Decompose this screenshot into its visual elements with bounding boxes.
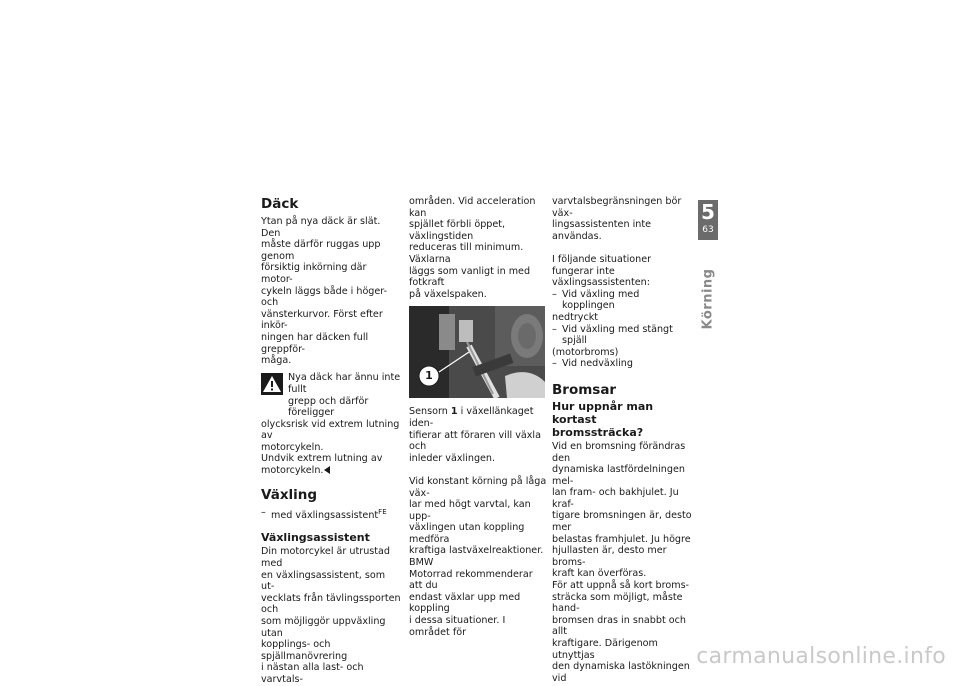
- text-line: varvtalsbegränsningen bör väx-: [552, 196, 682, 219]
- heading-bromsar: Bromsar: [552, 381, 617, 398]
- text-line: I följande situationer fungerar inte: [552, 253, 652, 277]
- assistent-paragraph: [261, 546, 401, 685]
- text-line: läggs som vanligt in med fotkraft: [409, 265, 531, 289]
- text-line: reduceras till minimum. Växlarna: [409, 242, 524, 265]
- photo-illustration: [409, 306, 545, 398]
- text-line: kraftigare. Därigenom utnyttjas: [552, 638, 658, 661]
- column-1: [261, 196, 401, 686]
- chapter-number: 5: [701, 200, 715, 224]
- text-line: Vid konstant körning på låga väx-: [409, 475, 547, 499]
- col2-paragraph-3: [409, 476, 549, 638]
- text-line: spjället förbli öppet, växlingstiden: [409, 219, 506, 242]
- text-line: lan fram- och bakhjulet. Ju kraf-: [552, 487, 679, 510]
- heading-assistent: Växlingsassistent: [261, 531, 370, 545]
- page-number: 63: [702, 225, 714, 235]
- col2-paragraph-1: [409, 196, 549, 300]
- text-line: med växlingsassistent: [271, 509, 379, 521]
- text-line: endast växlar upp med koppling: [409, 591, 521, 615]
- text-line: Ytan på nya däck är slät. Den: [261, 216, 381, 239]
- text-line: kraftiga lastväxelreaktioner. BMW: [409, 545, 544, 569]
- text-line: Din motorcykel är utrustad med: [261, 546, 391, 570]
- gear-sensor-photo: [409, 306, 545, 398]
- text-line: olycksrisk vid extrem lutning av: [261, 418, 400, 442]
- text-line: växlingsassistenten:: [552, 277, 650, 289]
- text-line: Vid en bromsning förändras den: [552, 440, 686, 464]
- text-line: ningen har däcken full greppför-: [261, 331, 369, 355]
- condition-list: [552, 289, 694, 370]
- text-line: tigare bromsningen är, desto mer: [552, 510, 692, 534]
- text-line: bromsen dras in snabbt och allt: [552, 614, 686, 638]
- text-line: områden. Vid acceleration kan: [409, 196, 536, 219]
- text-line: den dynamiska lastökningen vid: [552, 661, 690, 684]
- text-line: vecklats från tävlingssporten och: [261, 592, 401, 616]
- text-line: i dessa situationer. I området för: [409, 615, 506, 638]
- text-line: vänsterkurvor. Först efter inkör-: [261, 308, 383, 332]
- chapter-side-label: Körning: [700, 268, 716, 330]
- text-line: sträcka som möjligt, måste hand-: [552, 591, 683, 615]
- text-line: För att uppnå så kort broms-: [552, 580, 690, 592]
- col3-paragraph-2: [552, 254, 694, 289]
- text-line: cykeln läggs både i höger- och: [261, 285, 388, 309]
- text-line: måste därför ruggas upp genom: [261, 239, 381, 262]
- text-line: försiktig inkörning där motor-: [261, 262, 367, 285]
- sensor-ref: 1: [450, 406, 458, 418]
- list-item: – Vid nedväxling: [552, 358, 633, 370]
- text-line: växlingen utan koppling medföra: [409, 522, 525, 545]
- column-3: [552, 196, 694, 684]
- warning-block: [261, 372, 401, 476]
- text-line: lar med högt varvtal, kan upp-: [409, 499, 531, 522]
- chapter-tab: [698, 200, 718, 240]
- brake-paragraph: [552, 441, 694, 684]
- list-item: – Vid växling med kopplingen nedtryckt: [552, 288, 640, 323]
- heading-question: Hur uppnår man kortast bromssträcka?: [552, 399, 654, 439]
- text-line: måga.: [261, 355, 292, 367]
- vaxling-item: – med växlingsassistent$^{FE}$: [261, 506, 387, 521]
- text-line: grepp och därför föreligger: [288, 395, 369, 419]
- text-line: en växlingsassistent, som ut-: [261, 569, 386, 593]
- text-line: i nästan alla last- och varvtals-: [261, 662, 364, 685]
- column-2: [409, 196, 549, 638]
- text-line: lingsassistenten inte användas.: [552, 219, 651, 242]
- photo-label-1: 1: [425, 369, 433, 383]
- dack-paragraph: [261, 216, 401, 367]
- sensor-paragraph: [409, 406, 549, 464]
- list-item: – Vid växling med stängt spjäll (motorbroms): [552, 323, 673, 358]
- heading-dack: Däck: [261, 196, 299, 212]
- text-line: Motorrad rekommenderar att du: [409, 568, 533, 592]
- option-code: FE: [378, 507, 387, 516]
- warning-icon: [261, 373, 283, 395]
- end-mark-icon: [324, 466, 330, 474]
- text-line: motorcykeln.: [261, 441, 324, 453]
- text-line: belastas framhjulet. Ju högre: [552, 533, 691, 545]
- text-line: tifierar att föraren vill växla och: [409, 429, 541, 453]
- text-line: i växellänkaget iden-: [409, 406, 534, 429]
- text-line: som möjliggör uppväxling utan: [261, 616, 386, 639]
- heading-vaxling: Växling: [261, 486, 318, 503]
- text-line: hjullasten är, desto mer broms-: [552, 545, 667, 568]
- text-line: på växelspaken.: [409, 288, 487, 300]
- text-line: Sensorn: [409, 406, 448, 418]
- text-line: inleder växlingen.: [409, 452, 496, 464]
- text-line: motorcykeln.: [261, 465, 324, 477]
- col3-paragraph-1: [552, 196, 694, 242]
- text-line: dynamiska lastfördelningen mel-: [552, 464, 685, 487]
- text-line: kopplings- och spjällmanövrering: [261, 639, 348, 662]
- watermark: carmanualsonline.info: [696, 644, 946, 669]
- text-line: kraft kan överföras.: [552, 568, 647, 580]
- text-line: Undvik extrem lutning av: [261, 453, 383, 465]
- text-line: Nya däck har ännu inte fullt: [288, 372, 401, 395]
